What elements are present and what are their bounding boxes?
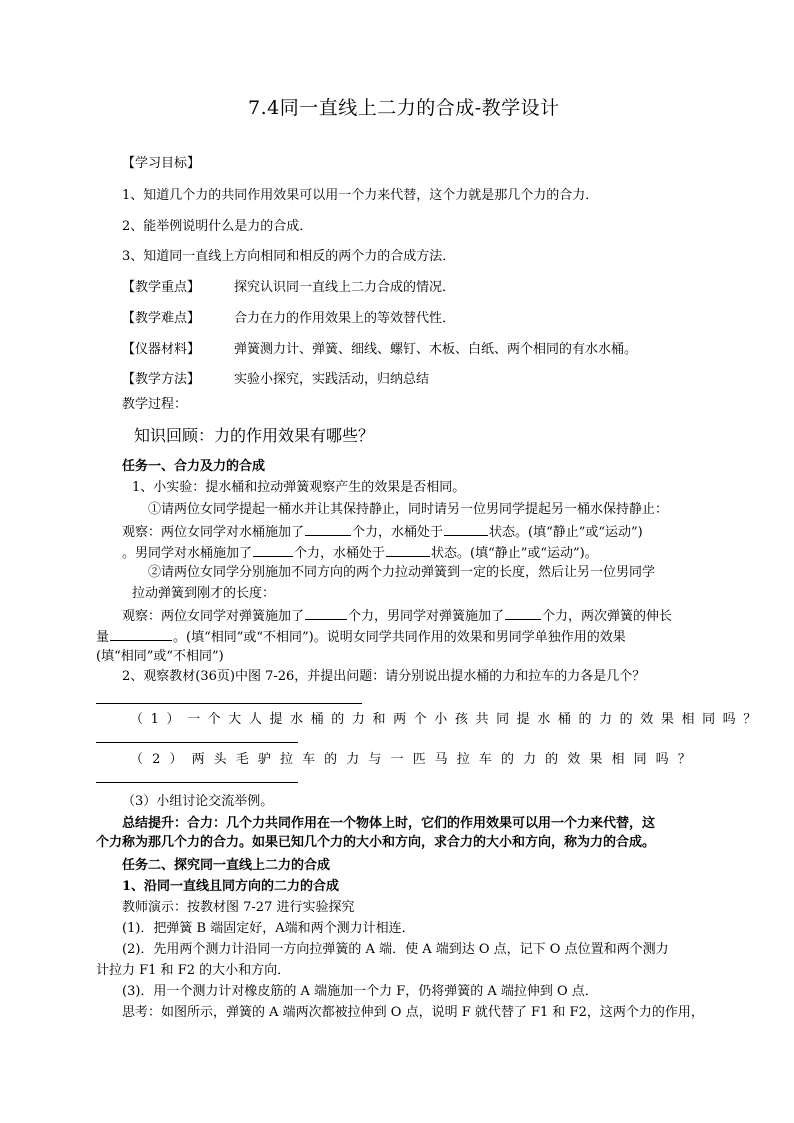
observe-question: 2、观察教材(36页)中图 7-26，并提出问题：请分别说出提水桶的力和拉车的力各是几个？ [122, 669, 646, 684]
answer-line[interactable] [96, 742, 298, 743]
info-value: 探究认识同一直线上二力合成的情况． [234, 280, 456, 295]
text-segment: 。男同学对水桶施加了 [122, 546, 253, 561]
task2-subheading: 1、沿同一直线且同方向的二力的合成 [122, 879, 340, 894]
teacher-demo: 教师演示：按教材图 7-27 进行实验探究 [122, 900, 355, 915]
text-segment: 个力，两次弹簧的伸长 [542, 609, 673, 624]
info-value: 实验小探究，实践活动，归纳总结 [234, 372, 430, 387]
difficulty-row [122, 310, 455, 328]
step-2: (2)．先用两个测力计沿同一方向拉弹簧的 A 端．使 A 端到达 O 点，记下 O 点位置和两个测力 [122, 942, 669, 957]
info-label: 【教学难点】 [122, 311, 201, 326]
info-value: 弹簧测力计、弹簧、细线、螺钉、木板、白纸、两个相同的有水水桶。 [234, 342, 638, 357]
text-segment: 量 [96, 630, 110, 645]
answer-line[interactable] [96, 703, 362, 704]
question-3: （3）小组讨论交流举例。 [122, 794, 274, 809]
text-segment: 状态。(填“静止”或“运动”) [489, 525, 643, 540]
answer-blank[interactable] [305, 606, 347, 620]
step-2-cont: 计拉力 F1 和 F2 的大小和方向． [96, 963, 291, 978]
experiment1-line [122, 522, 643, 542]
answer-line[interactable] [96, 782, 298, 783]
info-label: 【教学方法】 [122, 372, 201, 387]
question-1: （1）一个大人提水桶的力和两个小孩共同提水桶的力的效果相同吗？ [130, 712, 764, 727]
method-row [122, 371, 429, 389]
text-segment: 。(填“相同”或“不相同”)。说明女同学共同作用的效果和男同学单独作用的效果 [173, 630, 626, 645]
info-label: 【仪器材料】 [122, 342, 201, 357]
experiment2-line: ②请两位女同学分别施加不同方向的两个力拉动弹簧到一定的长度，然后让另一位男同学 [148, 565, 656, 580]
experiment2-line [96, 627, 626, 647]
summary-line: 总结提升：合力：几个力共同作用在一个物体上时，它们的作用效果可以用一个力来代替，这 [122, 816, 656, 831]
text-segment: 观察：两位女同学对弹簧施加了 [122, 609, 305, 624]
experiment2-line [122, 606, 672, 626]
materials-row [122, 341, 637, 359]
answer-blank[interactable] [386, 543, 430, 557]
experiment2-line: (填“相同”或“不相同”) [96, 649, 224, 664]
answer-blank[interactable] [444, 522, 488, 536]
experiment2-line: 拉动弹簧到刚才的长度： [132, 586, 276, 601]
text-segment: 状态。(填“静止”或“运动”)。 [431, 546, 598, 561]
objective-item: 1、知道几个力的共同作用效果可以用一个力来代替，这个力就是那几个力的合力． [122, 188, 599, 203]
experiment-title: 1、小实验：提水桶和拉动弹簧观察产生的效果是否相同。 [132, 480, 466, 495]
info-value: 合力在力的作用效果上的等效替代性． [234, 311, 456, 326]
think-line: 思考：如图所示，弹簧的 A 端两次都被拉伸到 O 点，说明 F 就代替了 F1 和 F2，这两个力的作用， [122, 1005, 704, 1020]
key-point-row [122, 279, 455, 297]
answer-blank[interactable] [305, 522, 351, 536]
task1-heading: 任务一、合力及力的合成 [122, 459, 266, 474]
answer-blank[interactable] [505, 606, 541, 620]
step-1: (1)．把弹簧 B 端固定好，A端和两个测力计相连． [122, 921, 415, 936]
info-label: 【教学重点】 [122, 280, 201, 295]
page-title: 7.4同一直线上二力的合成-教学设计 [248, 97, 560, 119]
text-segment: 个力，水桶处于 [294, 546, 386, 561]
objective-item: 2、能举例说明什么是力的合成． [122, 219, 313, 234]
question-2: （2）两头毛驴拉车的力与一匹马拉车的力的效果相同吗？ [130, 752, 700, 767]
text-segment: 观察：两位女同学对水桶施加了 [122, 525, 305, 540]
answer-blank[interactable] [110, 627, 172, 641]
objective-item: 3、知道同一直线上方向相同和相反的两个力的合成方法． [122, 249, 456, 264]
summary-line: 个力称为那几个力的合力。如果已知几个力的大小和方向，求合力的大小和方向，称为力的合成。 [96, 835, 656, 850]
objectives-heading: 【学习目标】 [122, 156, 201, 171]
answer-blank[interactable] [253, 543, 293, 557]
experiment1-line [122, 543, 598, 563]
text-segment: 个力，男同学对弹簧施加了 [348, 609, 505, 624]
text-segment: 个力，水桶处于 [352, 525, 444, 540]
process-label: 教学过程： [122, 397, 188, 412]
experiment1-line: ①请两位女同学提起一桶水并让其保持静止，同时请另一位男同学提起另一桶水保持静止： [148, 502, 669, 517]
task2-heading: 任务二、探究同一直线上二力的合成 [122, 858, 331, 873]
step-3: (3)．用一个测力计对橡皮筋的 A 端施加一个力 F，仍将弹簧的 A 端拉伸到 O 点． [122, 984, 598, 999]
knowledge-review: 知识回顾：力的作用效果有哪些？ [134, 426, 375, 445]
